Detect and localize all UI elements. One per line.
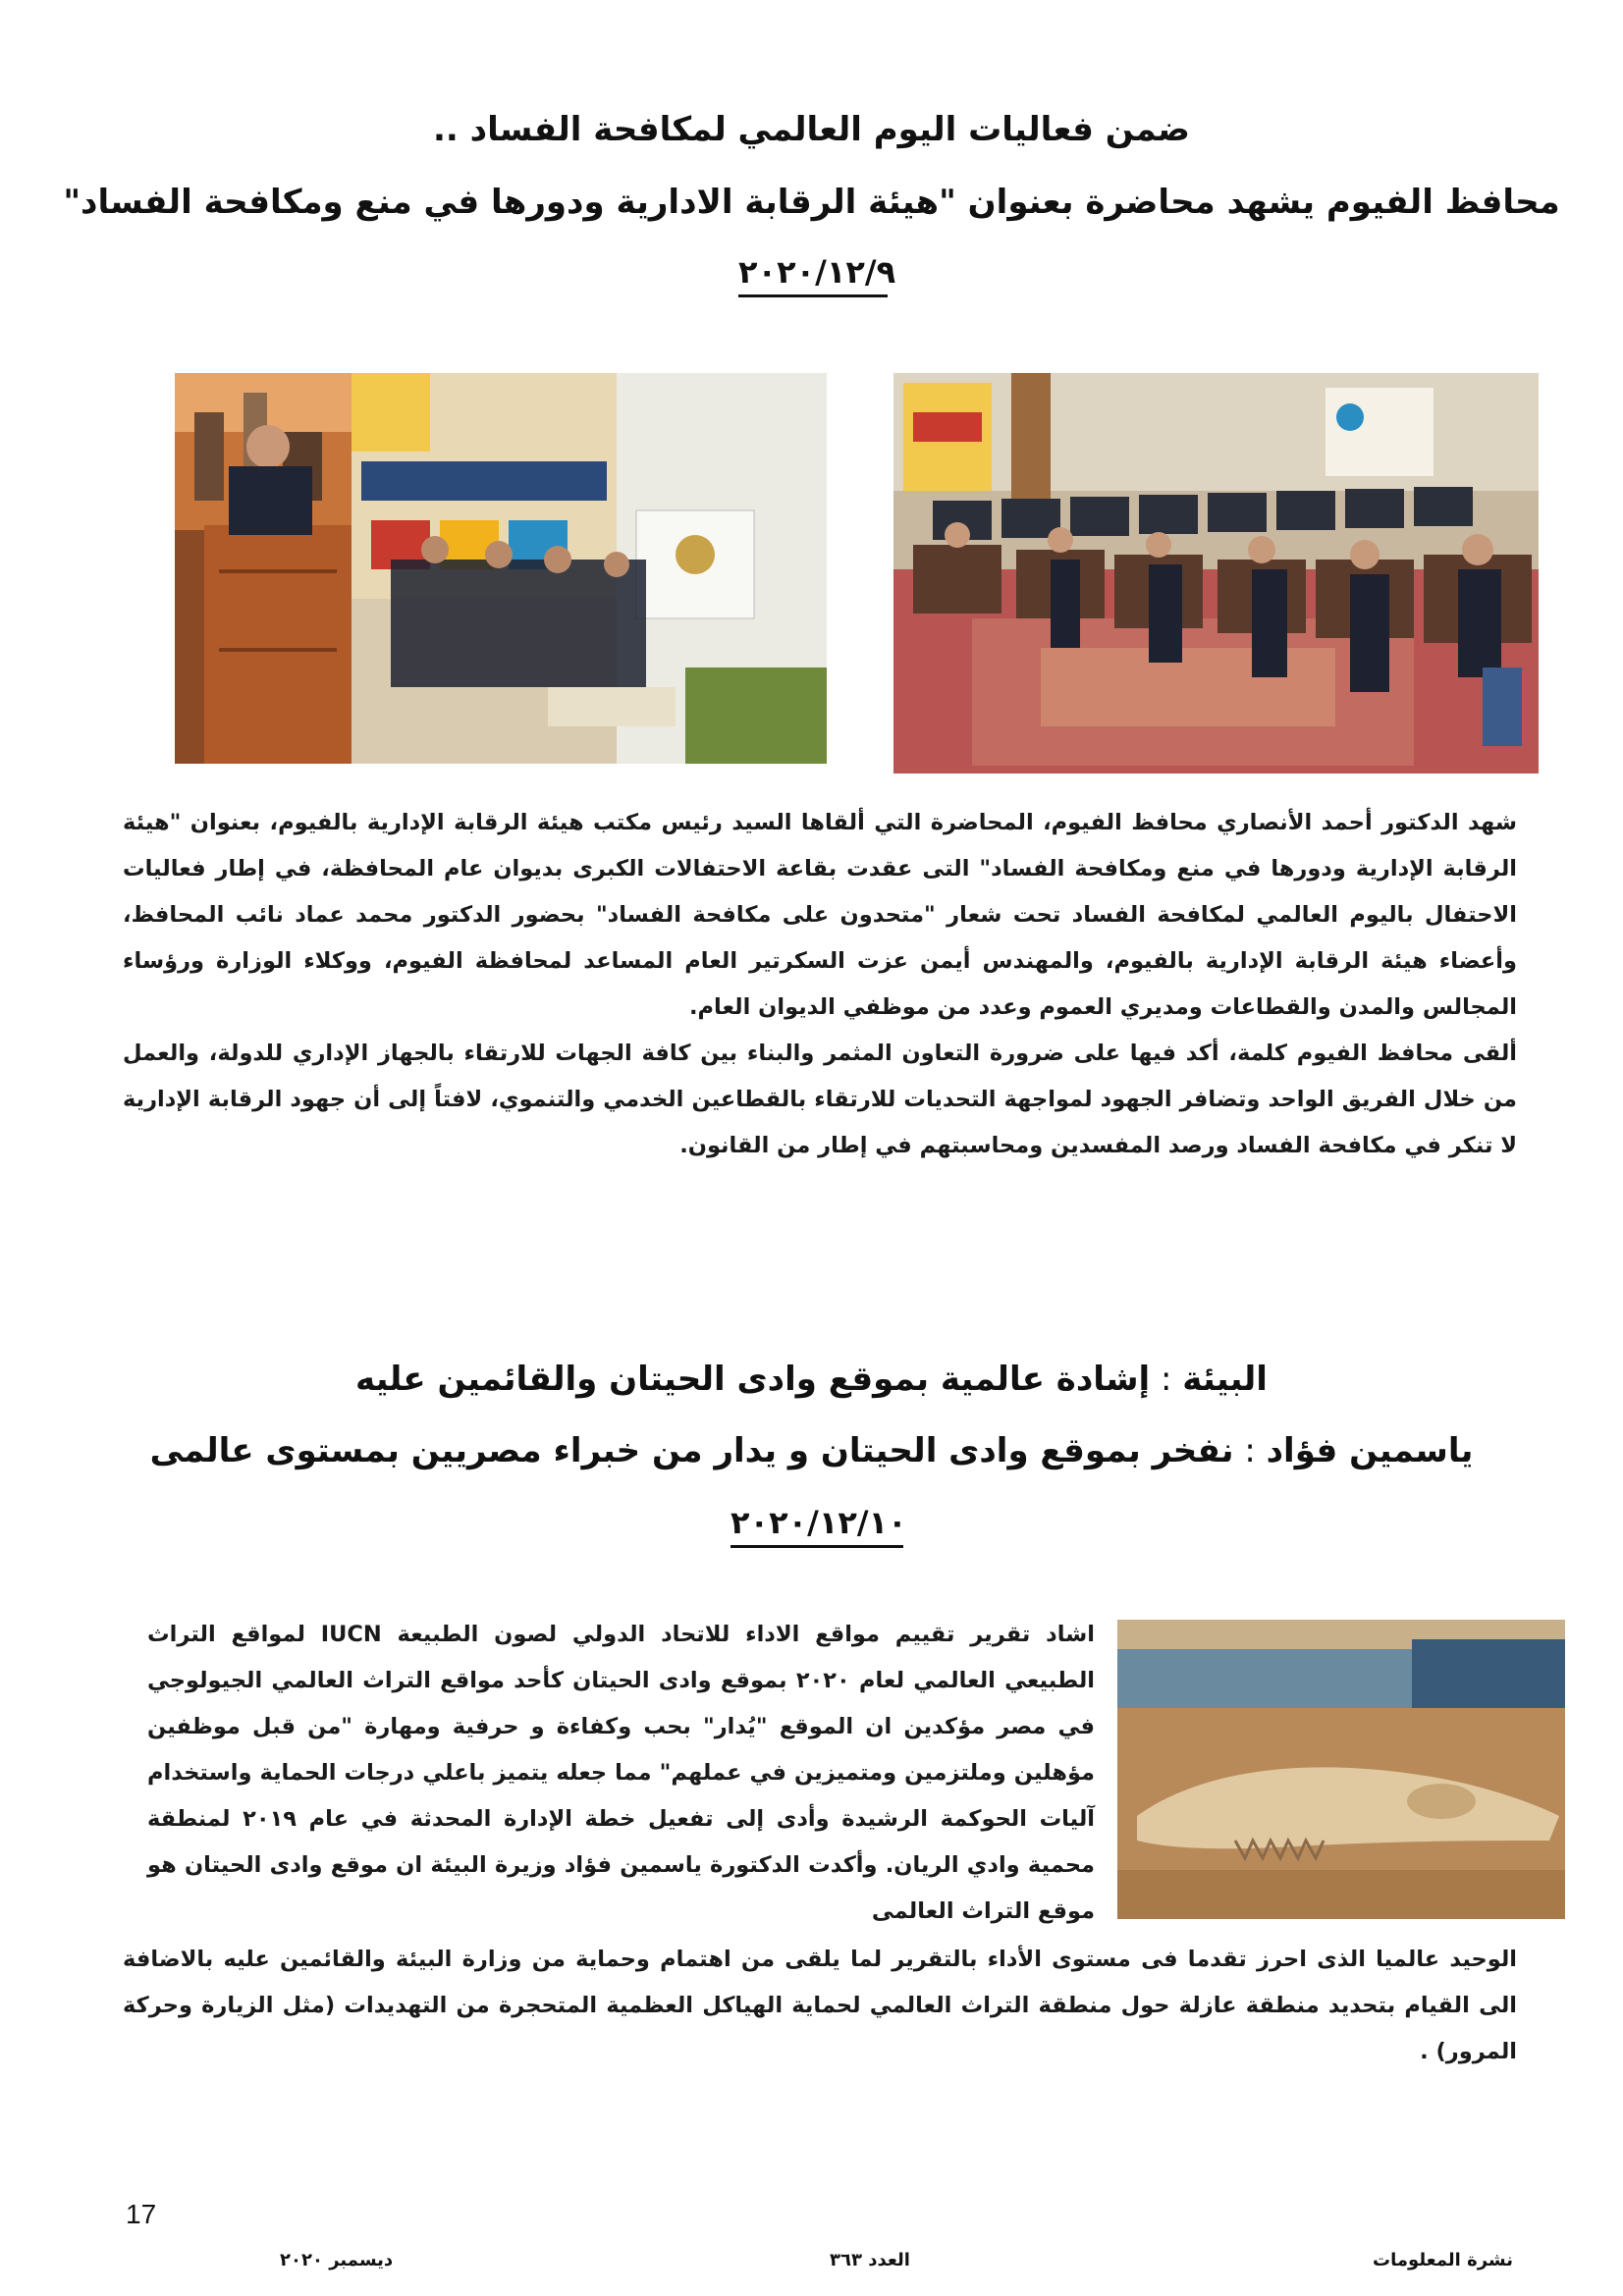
article2-speaker: ياسمين فؤاد xyxy=(1266,1431,1474,1470)
whale-fossil-photo xyxy=(1117,1620,1565,1919)
article1-headline: محافظ الفيوم يشهد محاضرة بعنوان "هيئة الرقابة الادارية ودورها في منع ومكافحة الفساد" xyxy=(63,183,1560,222)
article2-section: البيئة xyxy=(1182,1360,1268,1399)
article2-date: ٢٠٢٠/١٢/١٠ xyxy=(730,1504,903,1548)
article2-subheadline: نفخر بموقع وادى الحيتان و يدار من خبراء مصريين بمستوى عالمى xyxy=(149,1431,1234,1470)
footer-issue: العدد ٣٦٣ xyxy=(830,2250,910,2270)
article2-headline-line xyxy=(0,1360,1623,1399)
footer-month: ديسمبر ٢٠٢٠ xyxy=(280,2250,394,2270)
article1-kicker: ضمن فعاليات اليوم العالمي لمكافحة الفساد .. xyxy=(433,110,1190,149)
page-number: 17 xyxy=(126,2199,157,2229)
article2-separator: : xyxy=(1150,1360,1183,1399)
article2-subheadline-line xyxy=(0,1431,1623,1470)
article2-headline: إشادة عالمية بموقع وادى الحيتان والقائمين عليه xyxy=(355,1360,1151,1399)
article1-paragraph2: ألقى محافظ الفيوم كلمة، أكد فيها على ضرورة التعاون المثمر والبناء بين كافة الجهات للارتقاء بالجهاز الإداري للدولة، والعمل من خلال الفريق الواحد وتضافر الجهود لمواجهة التحديات للارتقاء بالقطاعين الخدمي والتنموي، لافتاً إلى أن جهود الرقابة الإدارية لا تنكر في مكافحة الفساد ورصد المفسدين ومحاسبتهم في إطار من القانون. xyxy=(123,1041,1517,1158)
article2-body: اشاد تقرير تقييم مواقع الاداء للاتحاد الدولي لصون الطبيعة IUCN لمواقع التراث الطبيعي العالمي لعام ٢٠٢٠ بموقع وادى الحيتان كأحد مواقع التراث العالمي الجيولوجي في مصر مؤكدين ان الموقع "يُدار" بحب وكفاءة و حرفية ومهارة "من قبل موظفين مؤهلين وملتزمين ومتميزين في عملهم" مما جعله يتميز باعلي درجات الحماية واستخدام آليات الحوكمة الرشيدة وأدى إلى تفعيل خطة الإدارة المحدثة في عام ٢٠١٩ لمنطقة محمية وادي الريان. وأكدت الدكتورة ياسمين فؤاد وزيرة البيئة ان موقع وادى الحيتان هو موقع التراث العالمى xyxy=(147,1622,1096,1924)
article2-separator-2: : xyxy=(1233,1431,1267,1470)
footer-publication: نشرة المعلومات xyxy=(1373,2250,1513,2270)
lecturer-podium-photo xyxy=(175,373,827,764)
audience-hall-photo xyxy=(893,373,1539,774)
article1-paragraph1: شهد الدكتور أحمد الأنصاري محافظ الفيوم، المحاضرة التي ألقاها السيد رئيس مكتب هيئة الرقابة الإدارية بالفيوم، بعنوان "هيئة الرقابة الإدارية ودورها في منع ومكافحة الفساد" التى عقدت بقاعة الاحتفالات الكبرى بديوان عام المحافظة، في إطار فعاليات الاحتفال باليوم العالمي لمكافحة الفساد تحت شعار "متحدون على مكافحة الفساد" بحضور الدكتور محمد عماد نائب المحافظ، وأعضاء هيئة الرقابة الإدارية بالفيوم، والمهندس أيمن عزت السكرتير العام المساعد لمحافظة الفيوم، ووكلاء الوزارة ورؤساء المجالس والمدن والقطاعات ومديري العموم وعدد من موظفي الديوان العام. xyxy=(123,810,1517,1020)
article2-body-continued: الوحيد عالميا الذى احرز تقدما فى مستوى الأداء بالتقرير لما يلقى من اهتمام وحماية من وزارة البيئة والقائمين عليه بالاضافة الى القيام بتحديد منطقة عازلة حول منطقة التراث العالمي لحماية الهياكل العظمية المتحجرة من التهديدات (مثل الزيارة وحركة المرور) . xyxy=(123,1947,1517,2064)
article1-date: ٢٠٢٠/١٢/٩ xyxy=(738,253,888,297)
article1-body xyxy=(123,800,1517,1169)
